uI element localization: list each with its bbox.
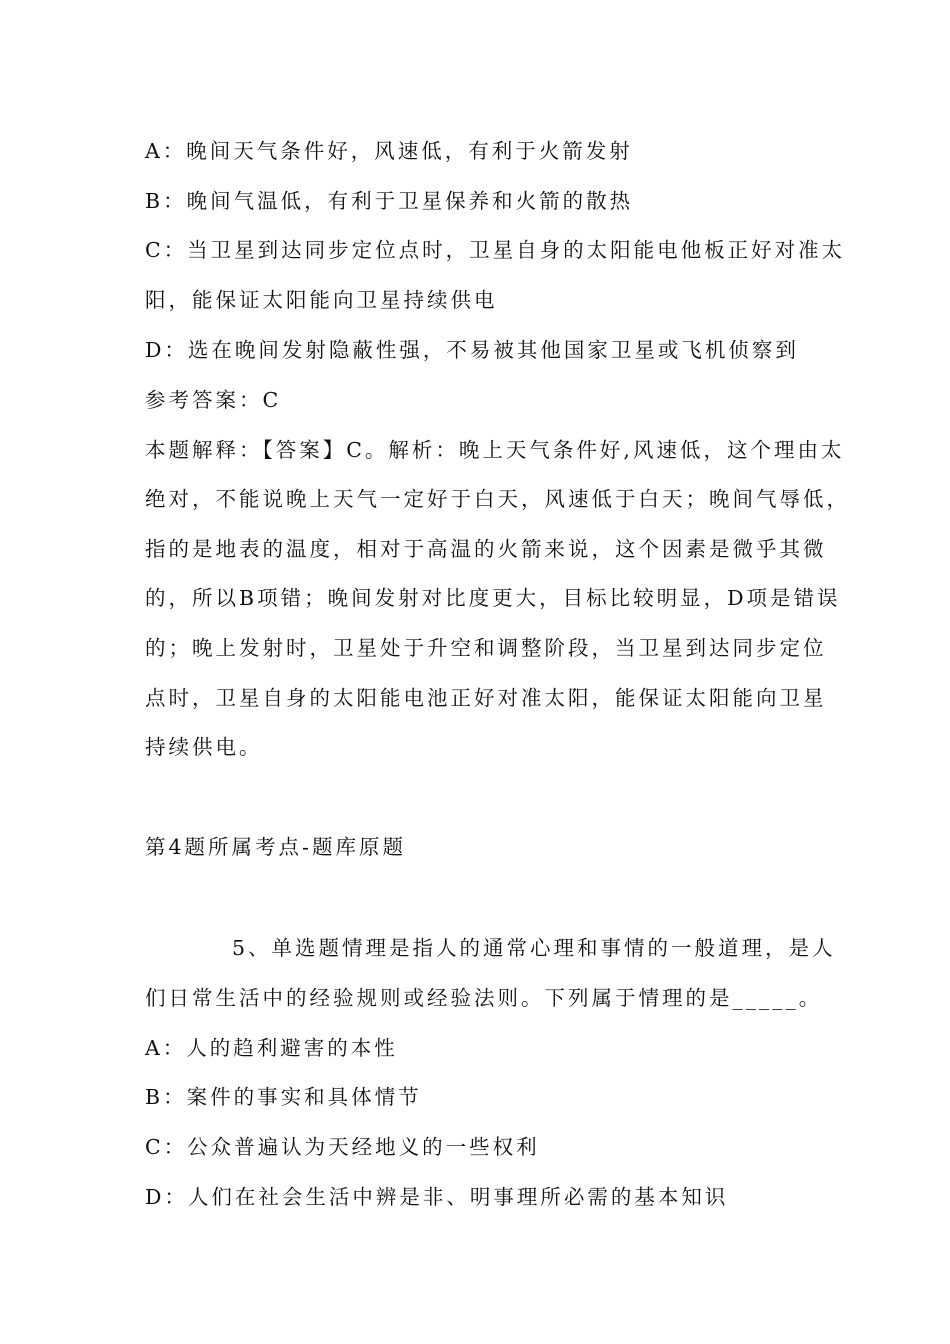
q4-option-b: B：晚间气温低，有利于卫星保养和火箭的散热 [145,189,634,213]
q4-option-d: D：选在晚间发射隐蔽性强，不易被其他国家卫星或飞机侦察到 [145,338,799,362]
q5-option-b: B：案件的事实和具体情节 [145,1085,422,1109]
q4-option-a: A：晚间天气条件好，风速低，有利于火箭发射 [145,139,633,163]
q5-option-c: C：公众普遍认为天经地义的一些权利 [145,1135,540,1159]
q4-explanation-line: 点时，卫星自身的太阳能电池正好对准太阳，能保证太阳能向卫星 [145,686,827,710]
q5-stem-line1: 5、单选题情理是指人的通常心理和事情的一般道理，是人 [232,936,836,960]
q5-option-a: A：人的趋利避害的本性 [145,1036,398,1060]
q4-explanation-line: 的，所以B项错；晚间发射对比度更大，目标比较明显，D项是错误 [145,586,841,610]
q5-option-d: D：人们在社会生活中辨是非、明事理所必需的基本知识 [145,1185,729,1209]
q4-topic: 第4题所属考点-题库原题 [145,835,406,859]
q4-option-c-line1: C：当卫星到达同步定位点时，卫星自身的太阳能电他板正好对准太 [145,238,846,262]
q4-explanation-line: 指的是地表的温度，相对于高温的火箭来说，这个因素是微乎其微 [145,537,827,561]
q4-explanation-line: 的；晚上发射时，卫星处于升空和调整阶段，当卫星到达同步定位 [145,636,827,660]
q4-explanation-line: 持续供电。 [145,735,263,759]
q4-answer: 参考答案：C [145,388,282,412]
q4-explanation-line: 本题解释：【答案】C。解析：晚上天气条件好,风速低，这个理由太 [145,438,845,462]
q4-explanation-line: 绝对，不能说晚上天气一定好于白天，风速低于白天；晚间气辱低， [145,487,850,511]
q5-stem-line2: 们日常生活中的经验规则或经验法则。下列属于情理的是_____。 [145,986,823,1010]
q4-option-c-line2: 阳，能保证太阳能向卫星持续供电 [145,288,498,312]
